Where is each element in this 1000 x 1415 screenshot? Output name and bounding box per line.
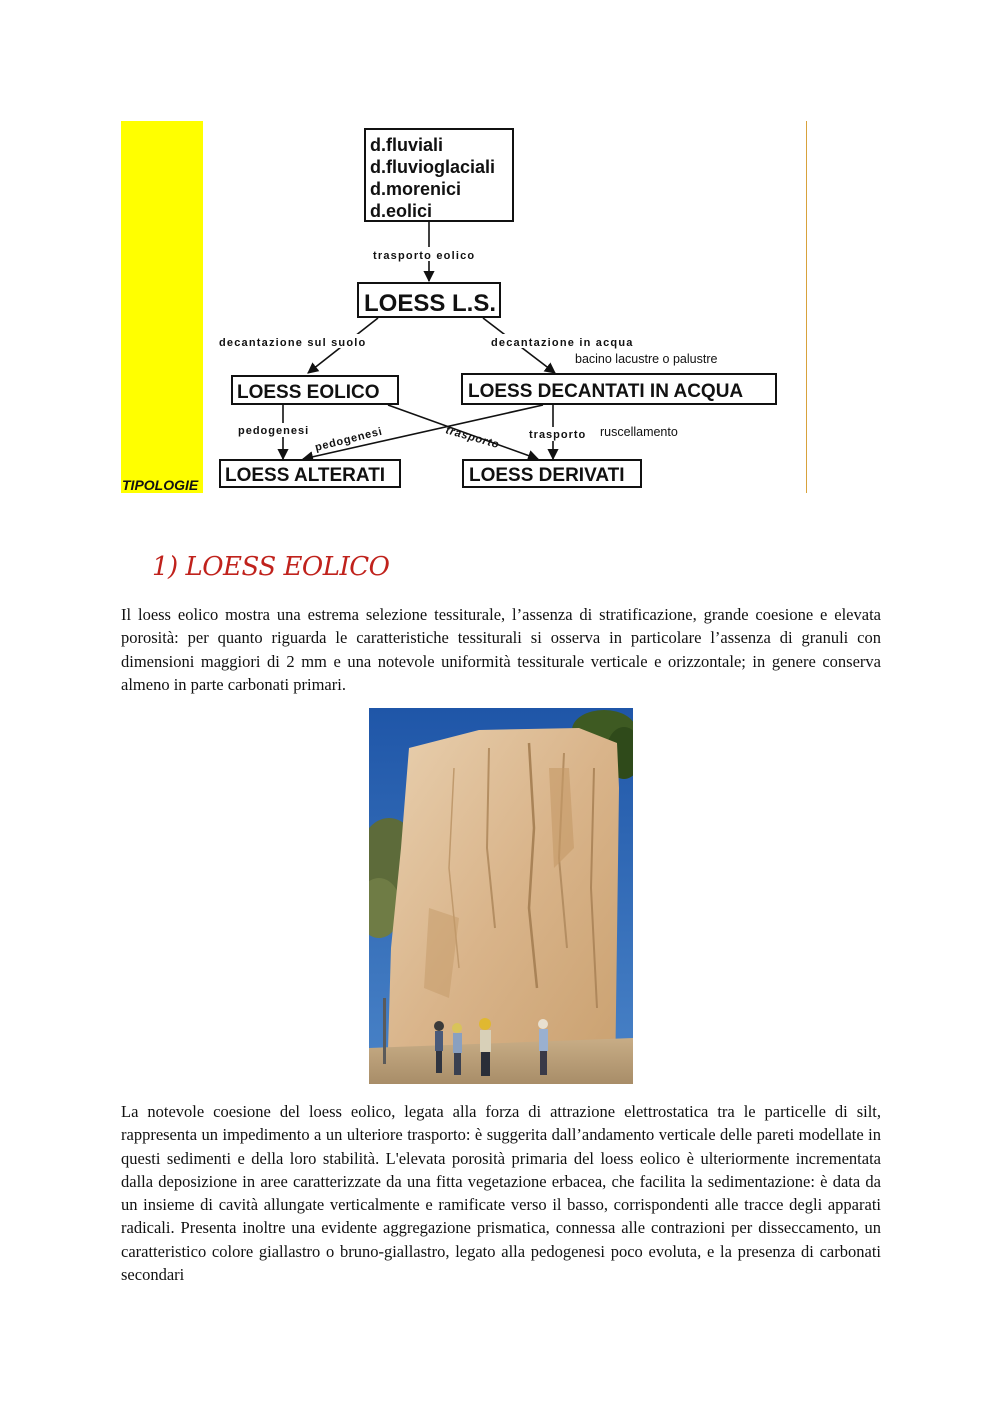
transport-label: trasporto eolico — [373, 250, 476, 262]
loess-wall-illustration — [369, 708, 633, 1084]
loess-alterati-text: LOESS ALTERATI — [225, 465, 386, 486]
left-branch-label: decantazione sul suolo — [219, 337, 367, 349]
side-label-bar — [121, 121, 203, 493]
trasporto-cross-label: trasporto — [444, 424, 501, 452]
loess-ls-text: LOESS L.S. — [364, 290, 497, 317]
loess-eolico-text: LOESS EOLICO — [237, 382, 380, 403]
pedogenesi-left-label: pedogenesi — [238, 425, 310, 437]
section-heading: 1) LOESS EOLICO — [152, 552, 390, 582]
source-line-3: d.morenici — [370, 179, 462, 199]
loess-decantati-text: LOESS DECANTATI IN ACQUA — [468, 381, 744, 402]
ruscellamento-label: ruscellamento — [600, 425, 678, 439]
loess-types-figure — [121, 121, 807, 493]
loess-flow-diagram — [203, 121, 806, 493]
trasporto-right-label: trasporto — [529, 429, 587, 441]
right-branch-note: bacino lacustre o palustre — [575, 352, 718, 366]
loess-wall — [387, 728, 619, 1084]
paragraph-intro: Il loess eolico mostra una estrema selezione tessiturale, l’assenza di stratificazione, grande coesione e elevata porosità: per quanto riguarda le caratteristiche tessiturali si osserva in particolare l’assenza di granuli con dimensioni maggiori di 2 mm e una notevole uniformità tessiturale verticale e orizzontale; in genere conserva almeno in parte carbonati primari. — [121, 605, 881, 694]
arrow-cross-pedogenesi — [303, 405, 543, 459]
figure-edge-line — [806, 121, 807, 493]
side-label: TIPOLOGIE — [122, 477, 199, 493]
source-line-1: d.fluviali — [370, 135, 444, 155]
source-line-2: d.fluvioglaciali — [370, 157, 496, 177]
loess-wall-photo — [369, 708, 633, 1084]
paragraph-cohesion: La notevole coesione del loess eolico, legata alla forza di attrazione elettrostatica tra le particelle di silt, rappresenta un impedimento a un ulteriore trasporto: è suggerita dall’andamento verticale delle pareti modellate in questi sedimenti e della loro stabilità. L'elevata porosità primaria del loess eolico è ulteriormente incrementata dalla deposizione in aree caratterizzate da una fitta vegetazione erbacea, che facilita la sedimentazione: è data da un insieme di cavità allungate verticalmente e ramificate verso il basso, corrispondenti alle tracce degli apparati radicali. Presenta inoltre una evidente aggregazione prismatica, connessa alle contrazioni per disseccamento, un caratteristico colore giallastro o bruno-giallastro, legato alla pedogenesi poco evoluta, e la presenza di carbonati secondari — [121, 1102, 881, 1285]
fence-post — [383, 998, 386, 1064]
loess-derivati-text: LOESS DERIVATI — [469, 465, 625, 486]
right-branch-label: decantazione in acqua — [491, 337, 634, 349]
source-line-4: d.eolici — [370, 201, 433, 221]
pedogenesi-cross-label: pedogenesi — [313, 425, 384, 454]
